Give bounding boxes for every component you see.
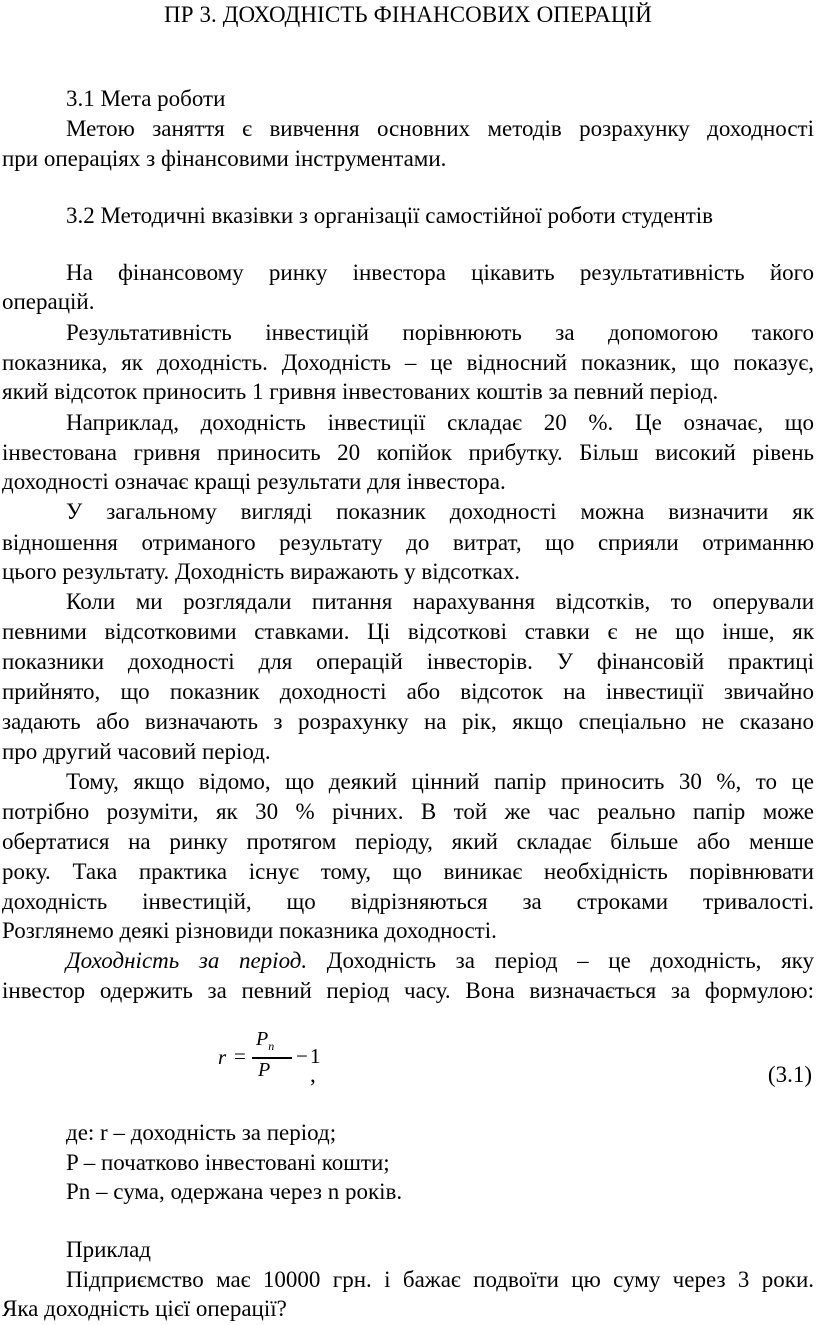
text-line: інвестор одержить за певний період часу. Вона визначається за формулою: [2,978,814,1003]
formula-numerator-subscript: n [268,1039,275,1053]
text-line: показники доходності для операцій інвесторів. У фінансовій практиці [2,649,814,674]
text-line: Метою заняття є вивчення основних методів розрахунку доходності [66,116,814,141]
text-line: доходності означає кращі результати для інвестора. [2,469,506,494]
text-line [66,946,814,976]
text-line: цього результату. Доходність виражають у відсотках. [2,559,521,584]
text-line: Розглянемо деякі різновиди показника доходності. [2,918,497,943]
definition-line: Pn – сума, одержана через n років. [66,1179,403,1204]
text-line: при операціях з фінансовими інструментами. [2,146,447,171]
text-line: року. Така практика існує тому, що виникає необхідність порівнювати [2,859,814,884]
text-line: доходність інвестицій, що відрізняються за строками тривалості. [2,889,814,914]
formula-3-1 [218,1030,338,1090]
formula-minus: − [296,1044,308,1068]
text-line: Результативність інвестицій порівнюють за допомогою такого [66,320,814,345]
text-line: показника, як доходність. Доходність – це відносний показник, що показує, [2,350,814,375]
formula-r: r [218,1045,227,1069]
text-line: На фінансовому ринку інвестора цікавить результативність його [66,260,814,285]
text-line: У загальному вигляді показник доходності можна визначити як [66,499,814,524]
text-line: задають або визначають з розрахунку на рік, якщо спеціально не сказано [2,709,814,734]
text-line: Тому, якщо відомо, що деякий цінний папір приносить 30 %, то це [66,769,814,794]
formula-numerator-base: P [256,1028,269,1050]
text-line: про другий часовий період. [2,739,271,764]
text-line: який відсоток приносить 1 гривня інвестованих коштів за певний період. [2,379,719,404]
text-line: Коли ми розглядали питання нарахування відсотків, то оперували [66,589,814,614]
text-line: операцій. [2,289,95,314]
page-title: ПР 3. ДОХОДНІСТЬ ФІНАНСОВИХ ОПЕРАЦІЙ [164,2,652,27]
formula-one: 1 [310,1044,321,1068]
italic-term: Доходність за період. [66,948,308,973]
formula-equals: = [234,1044,246,1068]
text-line: Яка доходність цієї операції? [2,1296,287,1321]
text-line: певними відсотковими ставками. Ці відсоткові ставки є не що інше, як [2,619,814,644]
section-1-heading: 3.1 Мета роботи [66,86,226,111]
equation-number: (3.1) [767,1062,812,1087]
text-line: Наприклад, доходність інвестиції складає 20 %. Це означає, що [66,410,814,435]
example-heading: Приклад [66,1237,151,1262]
formula-numerator [256,1028,274,1054]
text-line: Підприємство має 10000 грн. і бажає подвоїти цю суму через 3 роки. [66,1267,814,1292]
formula-denominator: P [258,1059,271,1081]
formula-comma: , [310,1062,316,1087]
text-line: обертатися на ринку протягом періоду, який складає більше або менше [2,829,814,854]
text-line: інвестована гривня приносить 20 копійок прибутку. Більш високий рівень [2,440,814,465]
text-span: Доходність за період – це доходність, яку [307,948,814,973]
text-line: потрібно розуміти, як 30 % річних. В той же час реально папір може [2,799,814,824]
text-line: відношення отриманого результату до витрат, що сприяли отриманню [2,530,814,555]
section-2-heading: 3.2 Методичні вказівки з організації самостійної роботи студентів [66,203,714,228]
text-line: прийнято, що показник доходності або відсоток на інвестиції звичайно [2,679,814,704]
definition-line: P – початково інвестовані кошти; [66,1150,390,1175]
definition-line: де: r – доходність за період; [66,1120,337,1145]
